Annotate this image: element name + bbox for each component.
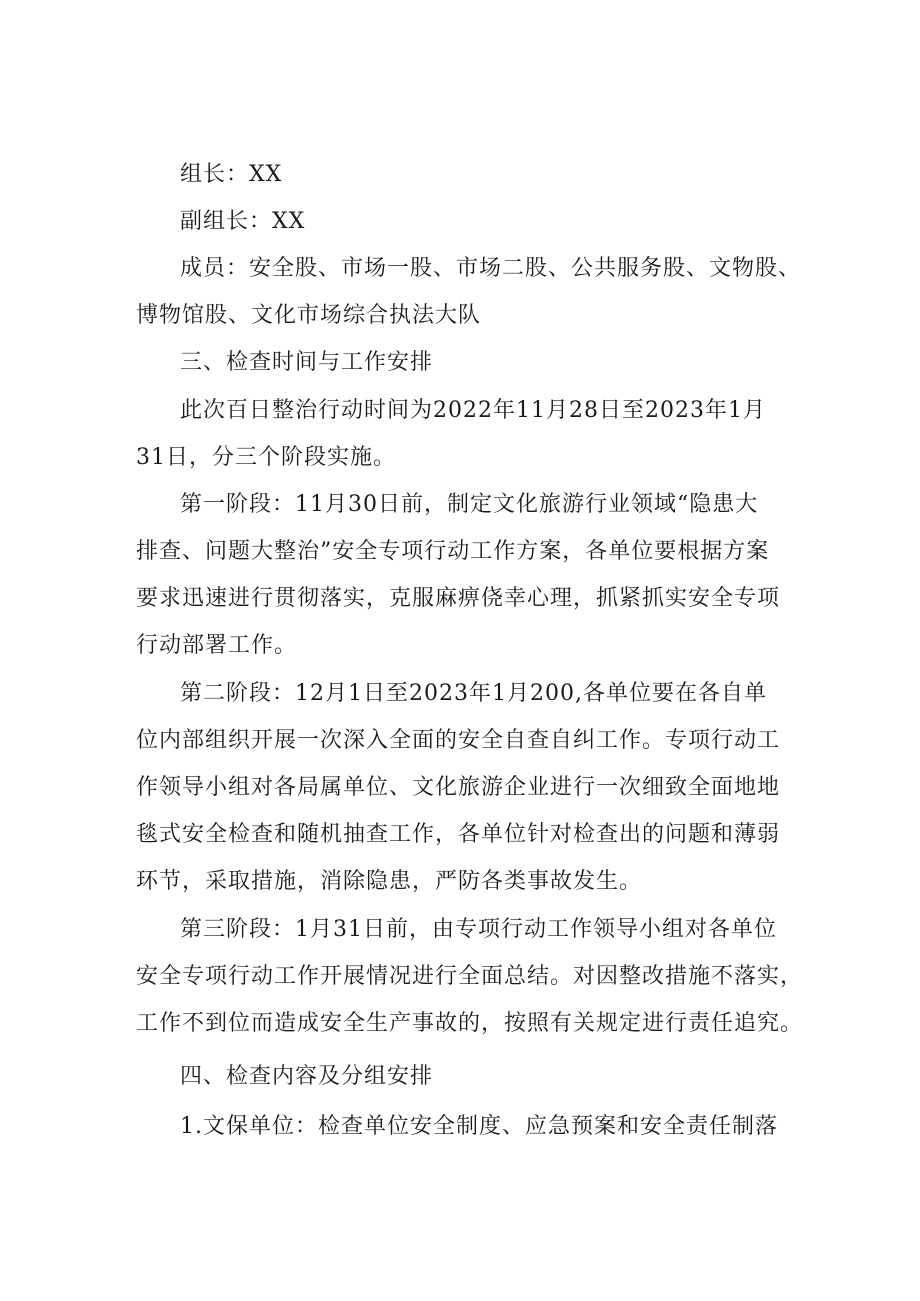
section-heading <box>136 1053 796 1100</box>
leader-line <box>136 151 796 198</box>
text-line: 三、检查时间与工作安排 <box>180 350 434 375</box>
text-line: 31日，分三个阶段实施。 <box>136 445 396 470</box>
text-line: 毯式安全检查和随机抽查工作，各单位针对检查出的问题和薄弱 <box>136 822 781 847</box>
text-line: 位内部组织开展一次深入全面的安全自查自纠工作。专项行动工 <box>136 728 781 753</box>
text-line: 成员：安全股、市场一股、市场二股、公共服务股、文物股、 <box>180 256 802 281</box>
phase-2-paragraph <box>136 670 796 905</box>
text-line: 安全专项行动工作开展情况进行全面总结。对因整改措施不落实， <box>136 964 804 989</box>
deputy-leader-line <box>136 198 796 245</box>
text-line: 第三阶段：1月31日前，由专项行动工作领导小组对各单位 <box>180 917 777 942</box>
item-1-paragraph <box>136 1103 796 1150</box>
schedule-intro-paragraph <box>136 387 796 481</box>
text-line: 第一阶段：11月30日前，制定文化旅游行业领域“隐患大 <box>180 492 759 517</box>
phase-3-paragraph <box>136 906 804 1047</box>
text-line: 行动部署工作。 <box>136 633 298 658</box>
text-line: 工作不到位而造成安全生产事故的，按照有关规定进行责任追究。 <box>136 1011 804 1036</box>
text-line: 要求迅速进行贯彻落实，克服麻痹侥幸心理，抓紧抓实安全专项 <box>136 586 781 611</box>
text-line: 作领导小组对各局属单位、文化旅游企业进行一次细致全面地地 <box>136 775 781 800</box>
text-line: 博物馆股、文化市场综合执法大队 <box>136 303 482 328</box>
text-line: 副组长：XX <box>180 209 306 234</box>
text-line: 排查、问题大整治”安全专项行动工作方案，各单位要根据方案 <box>136 539 770 564</box>
section-heading <box>136 339 796 386</box>
members-paragraph <box>136 245 802 339</box>
text-line: 环节，采取措施，消除隐患，严防各类事故发生。 <box>136 869 643 894</box>
text-line: 四、检查内容及分组安排 <box>180 1064 434 1089</box>
text-line: 第二阶段：12月1日至2023年1月200,各单位要在各自单 <box>180 681 767 706</box>
text-line: 组长：XX <box>180 162 283 187</box>
phase-1-paragraph <box>136 481 796 669</box>
text-line: 此次百日整治行动时间为2022年11月28日至2023年1月 <box>180 398 766 423</box>
text-line: 1.文保单位：检查单位安全制度、应急预案和安全责任制落 <box>180 1114 778 1139</box>
